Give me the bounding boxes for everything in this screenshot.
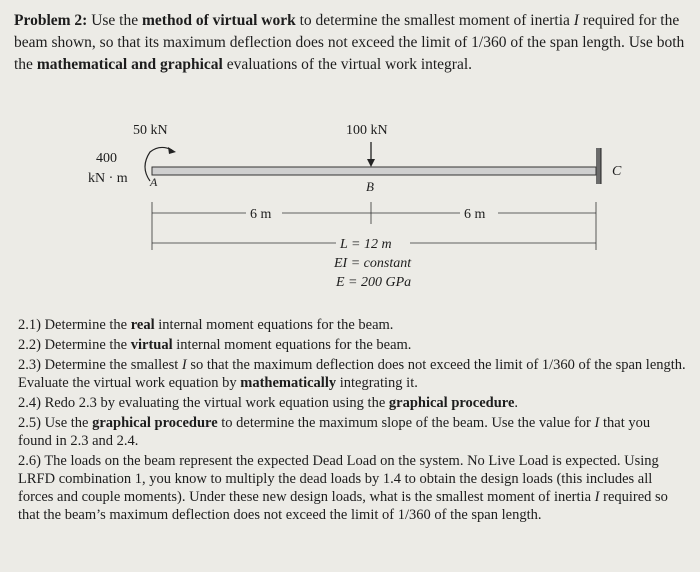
question-2-1: 2.1) Determine the real internal moment equations for the beam. (18, 317, 394, 333)
point-b-label: B (366, 179, 374, 194)
moment-label-top: 400 (96, 151, 117, 166)
dim-right-label: 6 m (464, 207, 486, 222)
intro-text-1: Use the (87, 12, 142, 29)
e-label: E = 200 GPa (336, 275, 412, 290)
point-a-label: A (150, 175, 158, 189)
load-100-label: 100 kN (346, 123, 388, 138)
beam (152, 167, 596, 175)
question-2-4: 2.4) Redo 2.3 by evaluating the virtual work equation using the graphical procedure. (18, 395, 519, 411)
moment-label-bottom: kN · m (88, 171, 128, 186)
load-50-label: 50 kN (133, 123, 168, 138)
dim-left-label: 6 m (250, 207, 272, 222)
beam-diagram (0, 112, 700, 302)
question-2-5: 2.5) Use the graphical procedure to determine the maximum slope of the beam. Use the value for I that you found in 2.3 and 2.4. (18, 415, 651, 449)
problem-label: Problem 2: (14, 12, 88, 29)
intro-text-2: to determine the smallest moment of inertia (295, 12, 574, 29)
intro-bold-evaluations: mathematical and graphical (36, 56, 223, 73)
intro-text-3: required for the beam shown, so that its maximum deflection does not exceed the limit of 1/360 of the span length. Use both the (14, 12, 685, 73)
point-c-label: C (612, 164, 622, 179)
span-label: L = 12 m (340, 237, 392, 252)
point-load-arrowhead (367, 159, 375, 167)
intro-text-4: evaluations of the virtual work integral. (222, 56, 473, 73)
question-2-6: 2.6) The loads on the beam represent the expected Dead Load on the system. No Live Load is expected. Using LRFD combination 1, you know to multiply the dead loads by 1.4 to obtain the design loads (this includes all forces and couple moments). Under these new design loads, what is the smallest moment of inertia I required so that the beam’s maximum deflection does not exceed the limit of 1/360 of the span length. (18, 453, 668, 523)
question-list (18, 316, 686, 526)
wall-support-c (596, 148, 601, 184)
intro-var-i: I (573, 12, 579, 29)
question-2-3: 2.3) Determine the smallest I so that the maximum deflection does not exceed the limit of 1/360 of the span length. Evaluate the virtual work equation by mathematically integrating it. (18, 357, 686, 391)
intro-bold-method: method of virtual work (142, 12, 296, 29)
couple-moment-arrowhead (168, 147, 176, 154)
question-2-2: 2.2) Determine the virtual internal moment equations for the beam. (18, 337, 412, 353)
ei-label: EI = constant (334, 256, 412, 271)
problem-statement (14, 10, 690, 76)
